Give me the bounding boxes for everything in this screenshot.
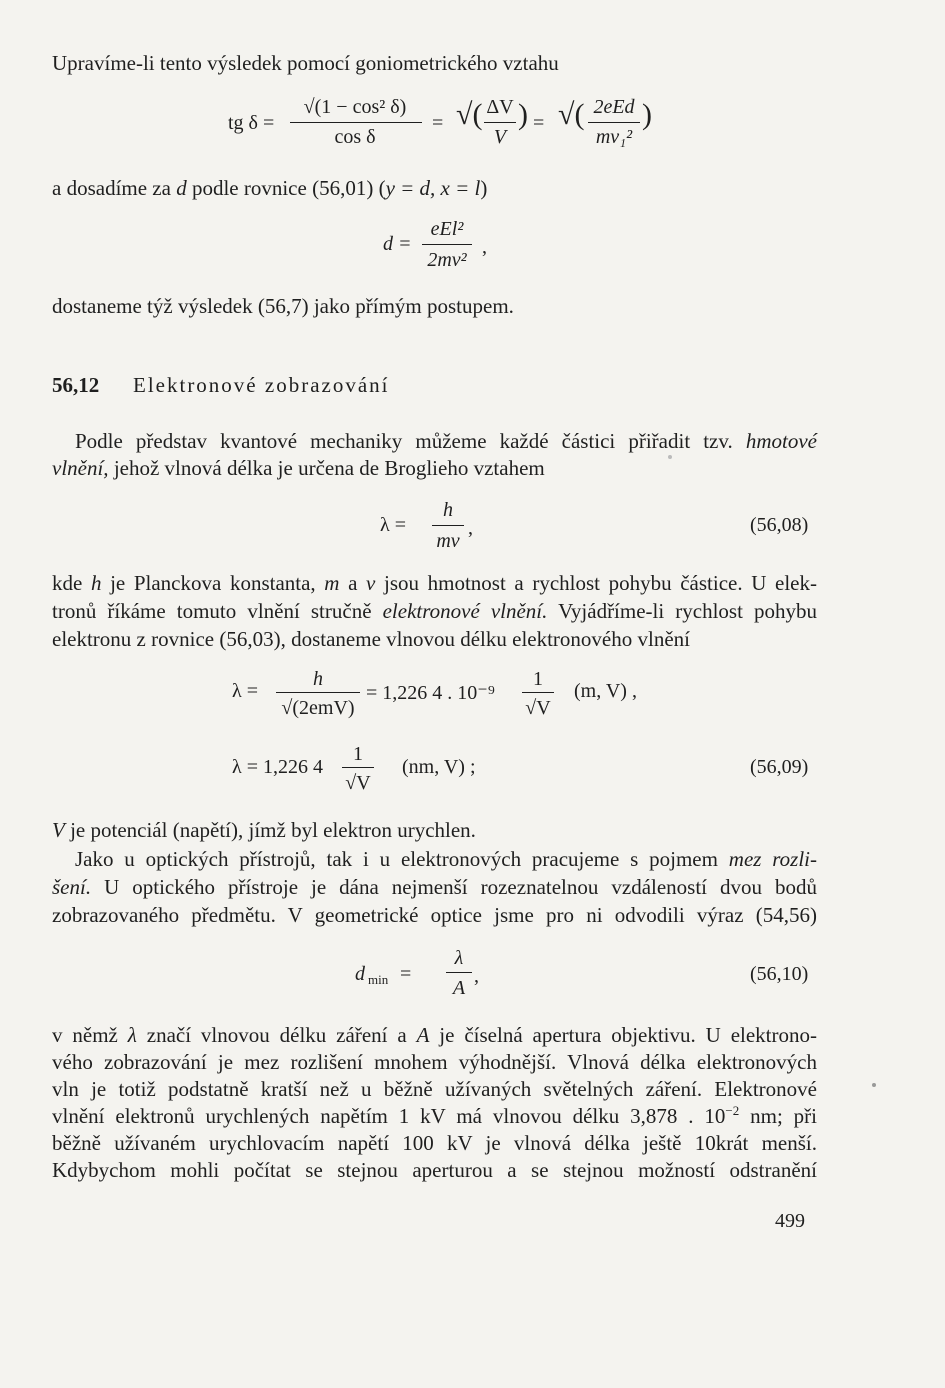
text-line: Podle představ kvantové mechaniky můžeme každé částici přiřadit tzv. hmotové [75,429,817,453]
eq-numerator: 2eEd [593,96,635,118]
eq-numerator: 1 [533,668,543,690]
text-line: šení. U optického přístroje je dána nejmenší rozeznatelnou vzdáleností dvou bodů [52,875,817,899]
eq-sign: = [432,112,444,134]
eq-unit: (nm, V) ; [402,756,476,778]
fraction-bar [276,692,360,693]
fraction-bar [432,525,464,526]
text-line: dostaneme týž výsledek (56,7) jako přímým postupem. [52,294,514,318]
eq-lhs: d [355,963,365,985]
equation-ref: (56,08) [750,514,809,536]
eq-unit: (m, V) , [574,680,637,702]
paren-icon: ) [518,98,528,131]
text-line: vého zobrazování je mez rozlišení mnohem výhodnější. Vlnová délka elektronových [52,1050,817,1074]
scan-speck [872,1083,876,1087]
paren-icon: ) [642,98,652,131]
text-line: kde h je Planckova konstanta, m a v jsou hmotnost a rychlost pohybu částice. U elek- [52,571,817,595]
scan-speck [668,455,672,459]
section-title: Elektronové zobrazování [133,373,390,397]
eq-numerator: √(1 − cos² δ) [303,96,407,118]
text-line: běžně užívaném urychlovacím napětí 100 kV je vlnová délka ještě 10krát menší. [52,1131,817,1155]
eq-lhs: λ = [380,514,406,536]
fraction-bar [522,692,554,693]
text-line: vln je totiž podstatně kratší než u běžně užívaných světelných záření. Elektronové [52,1077,817,1101]
eq-denominator: mv₁² [595,126,633,148]
text-line: tronů říkáme tomuto vlnění stručně elektronové vlnění. Vyjádříme-li rychlost pohybu [52,599,817,623]
eq-lhs: d = [383,233,412,255]
eq-numerator: 1 [353,743,363,765]
eq-middle: = 1,226 4 . 10⁻⁹ [366,682,495,704]
eq-denominator: cos δ [334,126,376,148]
text-line: V je potenciál (napětí), jímž byl elektron urychlen. [52,818,476,842]
eq-denominator: A [452,977,466,999]
fraction-bar [342,767,374,768]
section-number: 56,12 [52,373,100,397]
text-line: vlnění, jehož vlnová délka je určena de Broglieho vztahem [52,456,545,480]
fraction-bar [446,972,472,973]
eq-numerator: h [313,668,323,690]
eq-numerator: h [443,499,453,521]
text-line: Kdybychom mohli počítat se stejnou aperturou a se stejnou možností odstranění [52,1158,817,1182]
text-line: elektronu z rovnice (56,03), dostaneme vlnovou délku elektronového vlnění [52,627,690,651]
eq-sign: = [533,112,545,134]
eq-denominator: V [493,126,507,148]
text-line: Jako u optických přístrojů, tak i u elektronových pracujeme s pojmem mez rozli- [75,847,817,871]
eq-tail: , [474,965,479,987]
eq-subscript: min [368,972,389,987]
text-line: a dosadíme za d podle rovnice (56,01) (y = d, x = l) [52,176,488,200]
equation-ref: (56,10) [750,963,809,985]
eq-tail: , [468,517,473,539]
equation-ref: (56,09) [750,756,809,778]
eq-denominator: √V [525,697,551,719]
eq-lhs: tg δ = [228,112,275,134]
eq-numerator: λ [454,947,464,969]
text-line: v němž λ značí vlnovou délku záření a A je číselná apertura objektivu. U elektrono- [52,1023,817,1047]
fraction-bar [290,122,422,123]
eq-denominator: 2mv² [427,249,467,271]
eq-denominator: √V [345,772,371,794]
text-line: vlnění elektronů urychlených napětím 1 kV má vlnovou délku 3,878 . $10^{-2}$ nm; při [52,1103,817,1128]
text-line: Upravíme-li tento výsledek pomocí goniometrického vztahu [52,51,559,75]
sqrt-icon: √( [558,98,585,131]
eq-tail: , [482,236,487,258]
fraction-bar [484,122,516,123]
text-line: zobrazovaného předmětu. V geometrické optice jsme pro ni odvodili výraz (54,56) [52,903,817,927]
eq-numerator: ΔV [486,96,514,118]
fraction-bar [588,122,640,123]
eq-sign: = [400,963,412,985]
sqrt-icon: √( [456,98,483,131]
eq-denominator: √(2emV) [281,697,355,719]
eq-denominator: mv [436,530,460,552]
eq-lhs: λ = 1,226 4 [232,756,323,778]
page-number: 499 [775,1210,805,1232]
eq-lhs: λ = [232,680,258,702]
fraction-bar [422,244,472,245]
eq-numerator: eEl² [430,218,464,240]
